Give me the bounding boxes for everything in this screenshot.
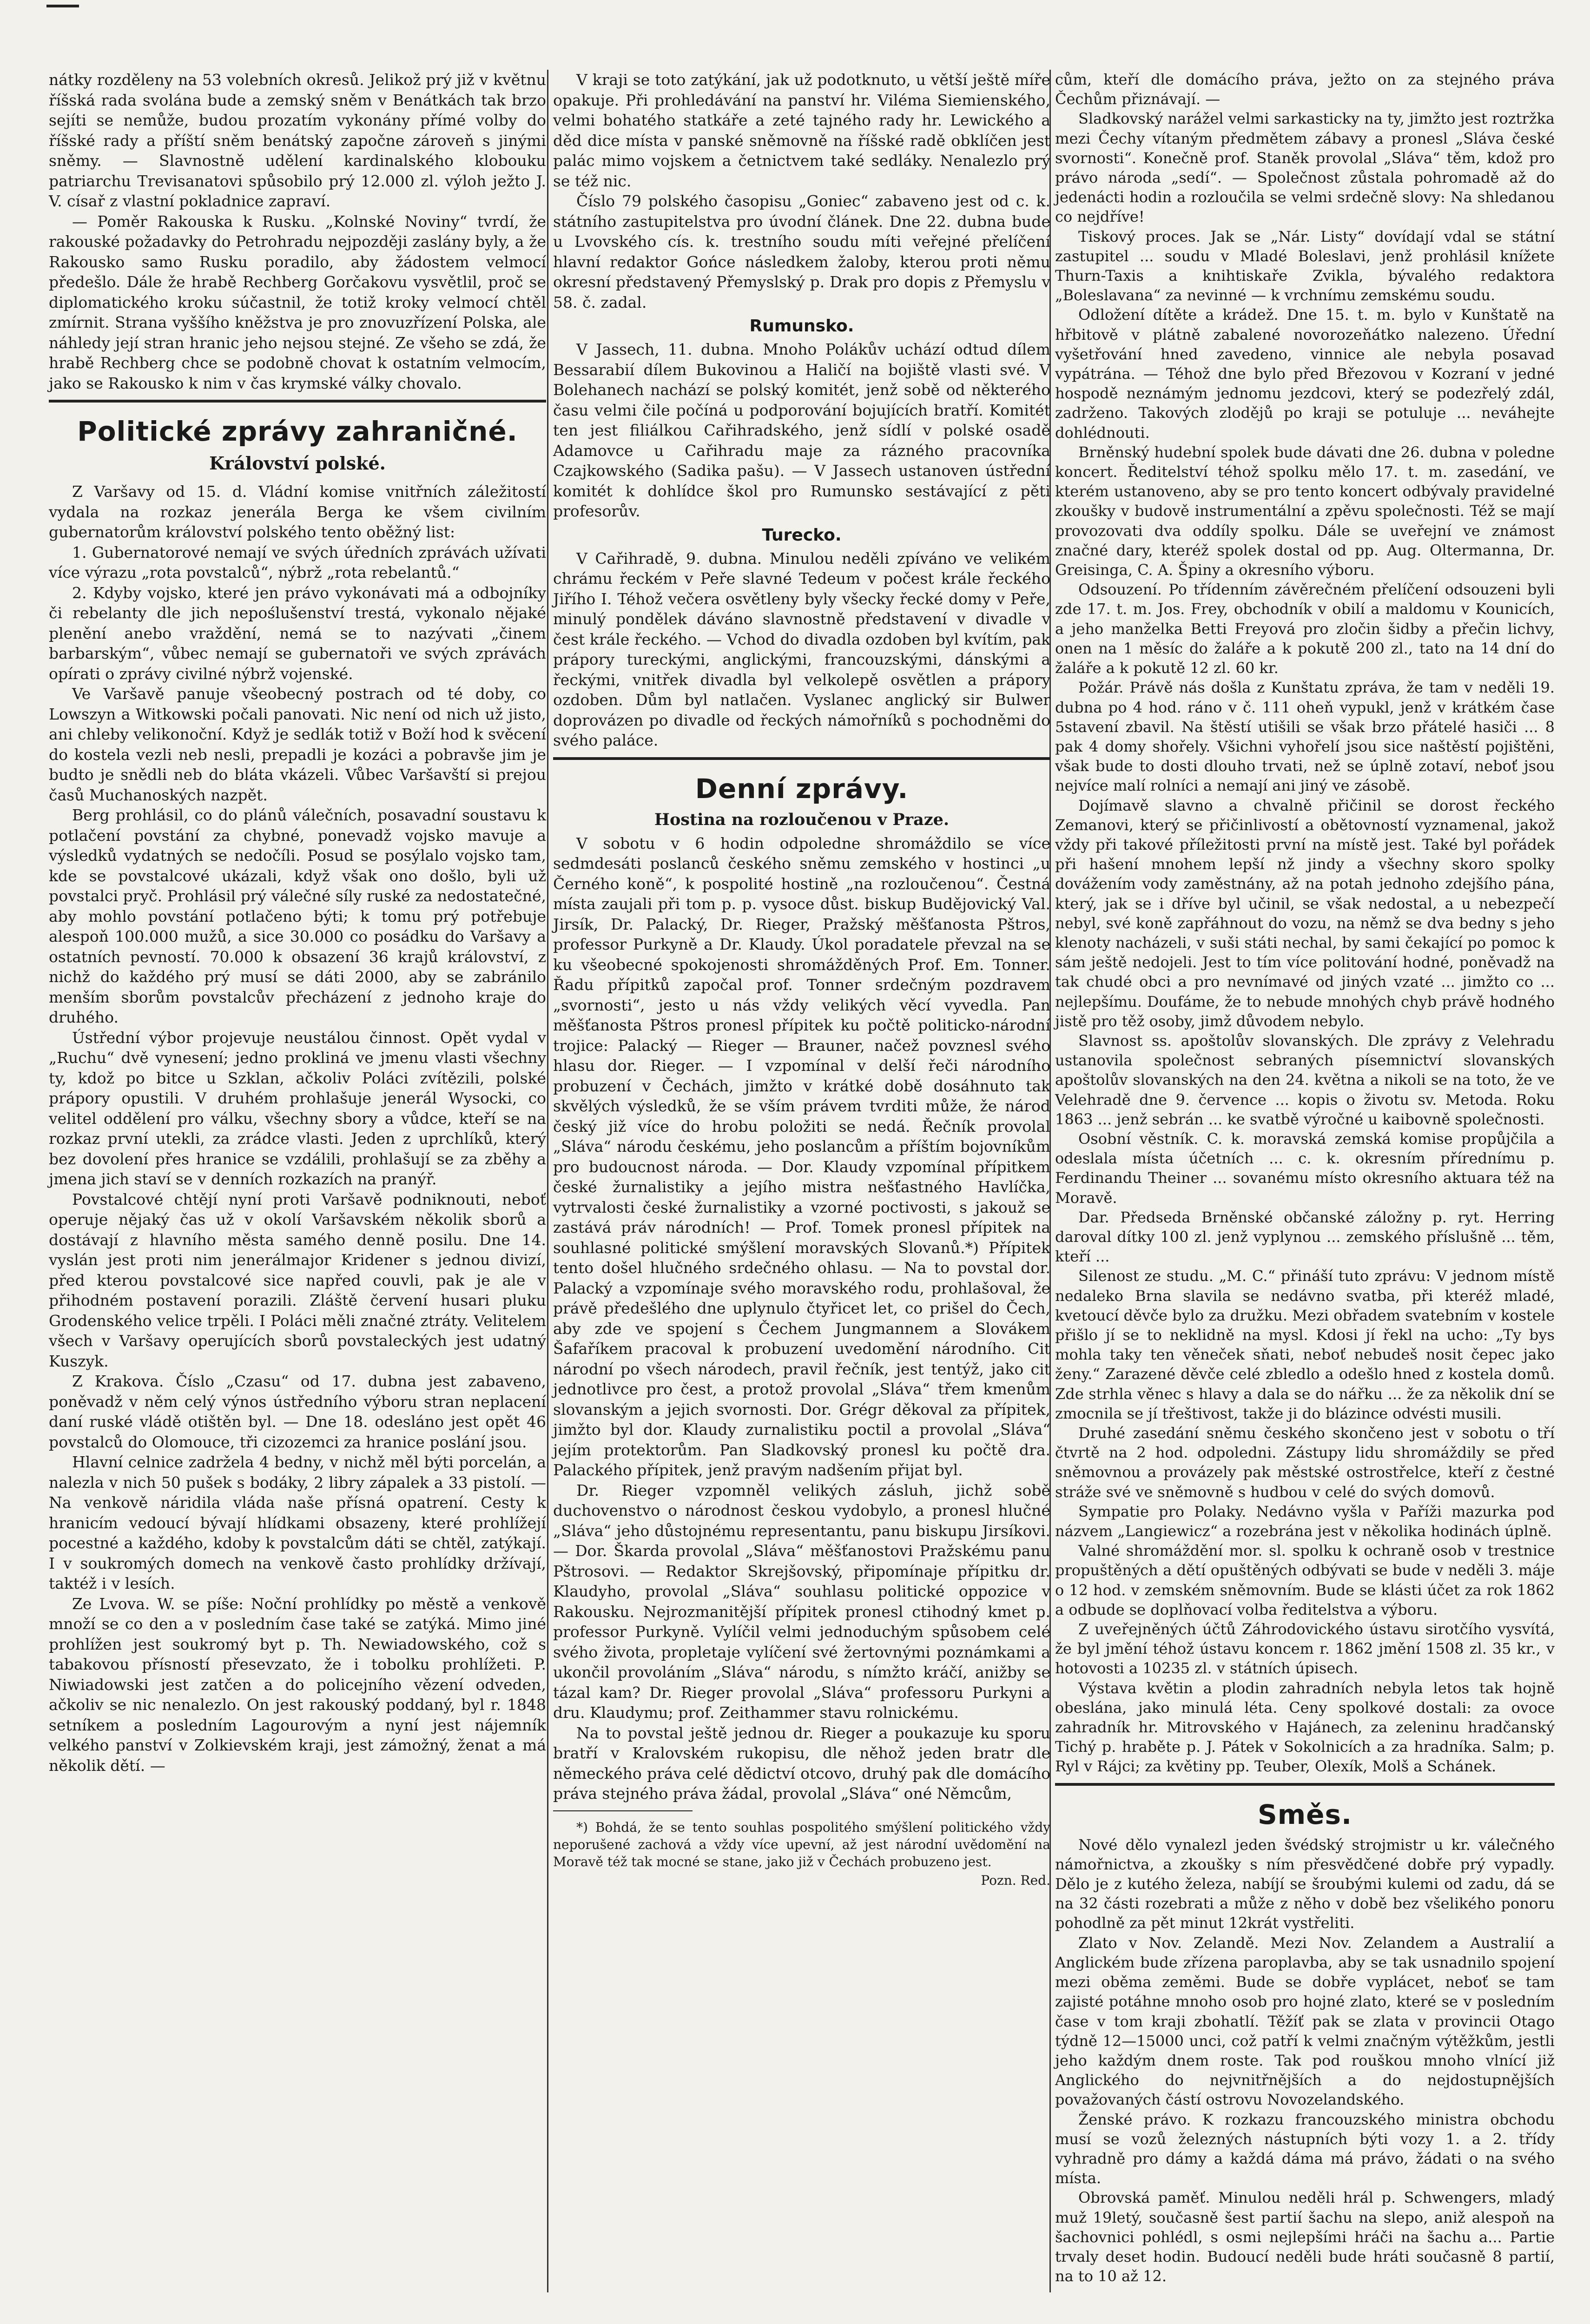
article-paragraph: 2. Kdyby vojsko, které jen právo vykonávati má a odbojníky či rebelanty dle jich nepoślušenství trestá, vykonalo nějaké plenění anebo vraždění, nemá se to nazývati „činem barbarským“, vůbec nemají se gubernatoři ve svých zprávách opírati o zprávy civilné nýbrž vojenské. [49, 583, 546, 683]
article-paragraph: V sobotu v 6 hodin odpoledne shromáždilo se více sedmdesáti poslanců českého sněmu zemského v hostinci „u Černého koně“, k pospolité hostině „na rozloučenou“. Čestná místa zaujali při tom p. p. vysoce důst. biskup Budějovický Val. Jirsík, Dr. Palacký, Dr. Rieger, Pražský měšťanosta Pštros, professor Purkyně a Dr. Klaudy. Úkol poradatele převzal na se ku všeobecné spokojenosti shromážděných Prof. Em. Tonner. Řadu přípitků započal prof. Tonner srdečným pozdravem „svornosti“, jesto u nás vždy velikých věcí vyvedla. Pan měšťanosta Pštros pronesl přípitek ku počtě politicko-národní trojice: Palacký — Rieger — Brauner, načež povznesl svého hlasu dor. Rieger. — I vzpomínal v delší řeči národního probuzení v Čechách, jimžto v krátké době dosáhnuto tak skvělých výsledků, že se vším právem tvrditi může, že národ český již více do hrobu položiti se nedá. Řečník provolal „Sláva“ národu českému, jeho poslancům a příštím bojovníkům pro budoucnost národa. — Dor. Klaudy vzpomínal přípitkem české žurnalistiky a jejího mistra nešťastného Havlíčka, vytrvalosti české žurnalistiky a vzorné poctivosti, s jakouž se zastává práv národních! — Prof. Tomek pronesl přípitek na souhlasné politické smýšlení moravských Slovanů.*) Přípitek tento došel hlučného srdečného ohlasu. — Na to povstal dor. Palacký a vzpomínaje svého moravského rodu, prohlašoval, že právě předešlého dne uplynulo čtyřicet let, co prišel do Čech, aby zde ve spojení s Čechem Jungmannem a Slovákem Šafaříkem pracoval k probuzení uvedomění národního. Cit národní po všech národech, pravil řečník, jest tentýž, jako cit jednotlivce pro čest, a protož provolal „Sláva“ třem kmenům slovanským a jejich svornosti. Dor. Grégr děkoval za přípitek, jimžto byl dor. Klaudy zurnalistiku poctil a provolal „Sláva“ jejím protektorům. Pan Sladkovský pronesl ku počtě dra. Palackého přípitek, jenž pravým nadšením přijat byl. [553, 834, 1050, 1479]
article-paragraph: Požár. Právě nás došla z Kunštatu zpráva, že tam v neděli 19. dubna po 4 hod. ráno v č. 111 oheň vypukl, jenž v krátkém čase 5stavení zbavil. Na štěstí utišili se však brzo přátelé hasiči ... 8 pak 4 domy shořely. Všichni vyhořelí jsou sice naštěstí pojištěni, však bude to dosti dlouho trvati, než se úplně zotaví, neboť jsou nejvíce malí rolníci a nemají ani jiný ve zásobě. [1055, 679, 1555, 795]
article-paragraph: Na to povstal ještě jednou dr. Rieger a poukazuje ku sporu bratří v Kralovském rukopisu, dle něhož jeden bratr dle německého práva celé dědictví otcovo, druhý pak dle domácího práva stejného práva žádal, provolal „Sláva“ oné Němcům, [553, 1723, 1050, 1802]
article-paragraph: Dojímavě slavno a chvalně přičinil se dorost řeckého Zemanovi, který se přičinlivostí a obětovností vyznamenal, jakož vždy při takové příležitosti první na místě jest. Také byl pořádek při hašení mnohem lepší nž jindy a všechny skoro spolky dovážením vody zaměstnány, až na potah jednoho zdejšího pána, který, jak se i dříve byl učinil, se však nedostal, a u nebezpečí nebyl, své koně zapřáhnout do vozu, na němž se dva bedny s jeho klenoty nacházeli, v suši státi nechal, by sami čekající po pomoc k sám ještě nedojeli. Jest to tím více politování hodné, poněvadž na tak chudé obci a pro nevnímavé od jiných vzaté ... jimžto co ... nejlepšímu. Doufáme, že to nebude mnohých chyb právě hodného jistě pro těž osoby, jimž důvodem nebylo. [1055, 796, 1555, 1030]
article-paragraph: 1. Gubernatorové nemají ve svých úředních zprávách užívati více výrazu „rota povstalců“, nýbrž „rota rebelantů.“ [49, 543, 546, 581]
article-paragraph: Dr. Rieger vzpomněl velikých zásluh, jichž sobě duchovenstvo o národnost českou vydobylo, a pronesl hlučné „Sláva“ jeho důstojnému representantu, panu biskupu Jirsíkovi. — Dor. Škarda provolal „Sláva“ měšťanostovi Pražskému panu Pštrosovi. — Redaktor Skrejšovský, připomínaje přípitku dr. Klaudyho, provolal „Sláva“ souhlasu politické oppozice v Rakousku. Nejrozmanitější přípitek pronesl ctihodný kmet p. professor Purkyně. Vylíčil velmi jednoduchým spůsobem celé svého života, propletaje vylíčení své žertovnými poznámkami a ukončil provoláním „Sláva“ národu, s nímžto kráčí, anižby se tázal kam? Dr. Rieger provolal „Sláva“ professoru Purkyni a dru. Klaudymu; prof. Zeithammer stavu rolnickému. [553, 1481, 1050, 1722]
article-paragraph: Druhé zasedání sněmu českého skončeno jest v sobotu o tří čtvrtě na 2 hod. odpoledni. Zástupy lidu shromáždily se před sněmovnou a provázely pak městské ostrostřelce, kteří z čestné stráže své ve sněmovně s hudbou v celé do svých domovů. [1055, 1424, 1555, 1501]
section-title-foreign-news: Politické zprávy zahraničné. [77, 416, 518, 447]
article-paragraph: Berg prohlásil, co do plánů válečních, posavadní soustavu k potlačení povstání za chybné, ponevadž vojsko mavuje a výsledků vydatných se nedočíli. Posud se posýlalo vojsko tam, kde se povstalcové ukázali, když však ono došlo, byli už povstalci pryč. Prohlásil prý válečné síly ruské za nedostatečné, aby mohlo povstání potlačeno býti; k tomu prý potřebuje alespoň 100.000 mužů, a sice 30.000 co posádku do Varšavy a ostatních pevností. 70.000 k obsazení 36 krajů království, z nichž do každého prý musí se dáti 2000, aby se zabránilo menším sborům povstalcův přecházení z jednoho kraje do druhého. [49, 806, 546, 1026]
article-paragraph: Číslo 79 polského časopisu „Goniec“ zabaveno jest od c. k. státního zastupitelstva pro úvodní článek. Dne 22. dubna bude u Lvovského cís. k. trestního soudu míti veřejné přelíčení hlavní redaktor Gońce následkem žaloby, kterou proti němu okresní představený Přemyslský p. Drak pro dopis z Přemyslu v 58. č. zadal. [553, 192, 1050, 311]
article-paragraph: Nové dělo vynalezl jeden švédský strojmistr u kr. válečného námořnictva, a zkoušky s ním přesvědčené dobře prý vypadly. Dělo je z kutého železa, nabíjí se šroubými kulemi od zadu, dá se na 32 části rozebrati a může z něho v době bez všelikého ponoru pohodlně za pět minut 12krát vystřeliti. [1055, 1835, 1555, 1932]
column-divider [547, 70, 548, 2292]
article-paragraph: Ústřední výbor projevuje neustálou činnost. Opět vydal v „Ruchu“ dvě vynesení; jedno prokliná ve jmenu vlasti všechny ty, kdož po bitce u Szklan, ačkoliv Poláci zvítězili, polské prápory opustili. V druhém prohlašuje jenerál Wysocki, co velitel oddělení pro válku, všechny sbory a vůdce, kteří se na rozkaz první utekli, za zrádce vlasti. Jeden z uprchlíků, který bez dovolení přes hranice se vzdálili, prohlašují se za zběhy a jmena jich staví se v denních rozkazích na pranýř. [49, 1028, 546, 1188]
article-paragraph: Zlato v Nov. Zelandě. Mezi Nov. Zelandem a Australií a Anglickém bude zřízena paroplavba, aby se tak usnadnilo spojení mezi oběma zeměmi. Bude se dobře vyplácet, neboť se tam zajisté potáhne mnoho osob pro hojné zlato, které se v posledním čase v tom kraji zbohatlí. Těžíť pak se zlata v provincii Otago týdně 12—15000 unci, což patří k velmi značným výtěžkům, jestli jeho každým dnem roste. Tak pod rouškou mnoho vlnící již Anglického do nejvnitřnějších a do nejdostupnějších považovaných částí ostrovu Novozelandského. [1055, 1934, 1555, 2109]
article-paragraph: Hlavní celnice zadržela 4 bedny, v nichž měl býti porcelán, a nalezla v nich 50 pušek s bodáky, 2 libry zápalek a 33 pistolí. — Na venkově náridila vláda naše přísná opatrení. Cesty k hranicím vedoucí bývají hlídkami obsazeny, které prohlížejí pocestné a každého, kdoby k povstalcům dáti se chtěl, zatýkají. I v soukromých domech na venkově často prohlídky držívají, taktéž i v lesích. [49, 1453, 546, 1592]
column-1 [49, 70, 546, 1776]
article-paragraph: Z Krakova. Číslo „Czasu“ od 17. dubna jest zabaveno, poněvadž v něm celý výnos ústředního výboru stran neplacení daní ruské vládě otištěn byl. — Dne 18. odesláno jest opět 46 povstalců do Olomouce, tři cizozemci za hranice poslání jsou. [49, 1372, 546, 1451]
article-paragraph: Povstalcové chtějí nyní proti Varšavě podniknouti, neboť operuje nějaký čas už v okolí Varšavském několik sborů a dostávají z hlavního města samého denně posilu. Dne 14. vyslán jest proti nim jenerálmajor Kridener s jednou divizí, před kterou povstalcové sice napřed couvli, pak je ale v přihodném postavení porazili. Zláště červení husari pluku Grodenského velice trpěli. I Poláci měli značné ztráty. Velitelem všech v Varšavy operujících sborů povstaleckých jest udatný Kuszyk. [49, 1190, 546, 1370]
column-3 [1055, 70, 1555, 2286]
section-title-romania: Rumunsko. [749, 317, 854, 336]
article-paragraph: Brněnský hudební spolek bude dávati dne 26. dubna v poledne koncert. Ředitelství téhož spolku mělo 17. t. m. zasedání, ve kterém ustanoveno, aby se pro tento koncert odbývaly pravidelné zkoušky v budově instrumentální a zpěvu společnosti. Též se mají provozovati dva oddíly spolku. Dále se uveřejní ve známost značné dary, kteréž spolek dostal od pp. Aug. Oltermanna, Dr. Greisinga, C. A. Špiny a okresního výboru. [1055, 443, 1555, 579]
section-rule [1055, 1783, 1555, 1786]
section-title-daily-news: Denní zprávy. [695, 772, 909, 805]
article-paragraph: V Cařihradě, 9. dubna. Minulou neděli zpíváno ve velikém chrámu řeckém v Peře slavné Tedeum v počest krále řeckého Jiřího I. Téhož večera osvětleny byly všecky řecké domy v Peře, minulý pondělek dáváno slavnostně představení v divadle v čest krále řeckého. — Vchod do divadla ozdoben byl kvítím, pak prápory tureckými, anglickými, francouzskými, dánskými a řeckými, vnitřek divadla byl velkolepě osvětlen a prápory ozdoben. Dům byl natlačen. Vyslanec anglický sir Bulwer doprovázen po divadle od řeckých námořníků s pochodněmi do svého paláce. [553, 549, 1050, 749]
subsection-title-poland: Království polské. [209, 453, 386, 474]
article-paragraph: Odložení dítěte a krádež. Dne 15. t. m. bylo v Kunštatě na hřbitově v plátně zabalené novorozeňátko nalezeno. Úřední vyšetřování hned zavedeno, vinnice ale nebyla posavad vypátrána. — Téhož dne bylo před Březovou v Kozraní v jedné hospodě neznámým jednomu jezdcovi, který se podezřelý zdál, zadrženo. Takových zlodějů po kraji se potuluje ... neváhejte dohlédnouti. [1055, 306, 1555, 442]
column-2 [553, 70, 1050, 1890]
article-paragraph: Z uveřejněných účtů Záhrodovického ústavu sirotčího vysvítá, že byl jmění téhož ústavu koncem r. 1862 jmění 1508 zl. 35 kr., v hotovosti a 10235 zl. v státních úpisech. [1055, 1620, 1555, 1677]
article-paragraph: Osobní věstník. C. k. moravská zemská komise propůjčila a odeslala místa účetních ... c. k. okresním přírednímu p. Ferdinandu Theiner ... sovanému místo okresního aktuara též na Moravě. [1055, 1129, 1555, 1207]
section-rule [49, 400, 546, 403]
article-paragraph: Dar. Předseda Brněnské občanské záložny p. ryt. Herring daroval dítky 100 zl. jenž vyplynou ... zemského příslušně ... těm, kteří ... [1055, 1208, 1555, 1266]
footnote: *) Bohdá, že se tento souhlas pospolitého smýšlení politického vždy neporušené zachová a vždy více upevní, až jest národní uvědomění na Moravě též tak mocné se stane, jako již v Čechách probuzeno jest. [553, 1819, 1050, 1869]
article-paragraph: Valné shromáždění mor. sl. spolku k ochraně osob v trestnice propuštěných a dětí opuštěných odbývati se bude v neděli 3. máje o 12 hod. v zemském sněmovním. Bude se klásti účet za rok 1862 a odbude se doplňovací volba ředitelstva a výboru. [1055, 1542, 1555, 1618]
article-paragraph: Slavnost ss. apoštolův slovanských. Dle zprávy z Velehradu ustanovila společnost sebraných písemnictví slovanských apoštolův slovanských na den 24. května a nikoli se na toto, že ve Velehradě dne 9. července ... kopis o životu sv. Metoda. Roku 1863 ... jenž sebrán ... ke svatbě výročné u kaibovně společnosti. [1055, 1031, 1555, 1128]
article-paragraph: Sympatie pro Polaky. Nedávno vyšla v Paříži mazurka pod názvem „Langiewicz“ a rozebrána jest v několika hodinách úplně. [1055, 1502, 1555, 1540]
footnote-signature: Pozn. Red. [981, 1872, 1050, 1888]
article-paragraph: Tiskový proces. Jak se „Nár. Listy“ dovídají vdal se státní zastupitel ... soudu v Mladé Boleslavi, jenž prohlásil knížete Thurn-Taxis a knihtiskaře Zvikla, bývalého redaktora „Boleslavana“ za nevinné — k vrchnímu zemskému soudu. [1055, 227, 1555, 304]
article-paragraph: Odsouzení. Po třídenním závěrečném přelíčení odsouzeni byli zde 17. t. m. Jos. Frey, obchodník v obilí a maldomu v Kounicích, a jeho manželka Betti Freyová pro zločin šidby a přečin lichvy, onen na 1 měsíc do žaláře a k pokutě 200 zl., tato na 14 dní do žaláře a k pokutě 12 zl. 60 kr. [1055, 581, 1555, 677]
article-paragraph: Obrovská paměť. Minulou neděli hrál p. Schwengers, mladý muž 19letý, současně šest partií šachu na slepo, aniž alespoň na šachovnici pohlédl, s osmi nejlepšími hráči na šachu a... Partie trvaly deset hodin. Budoucí neděli bude hráti současně 8 partií, na to 10 až 12. [1055, 2189, 1555, 2285]
footnote-rule [553, 1810, 693, 1811]
article-paragraph: Z Varšavy od 15. d. Vládní komise vnitřních záležitostí vydala na rozkaz jenerála Berga ke všem civilním gubernatorům království polského tento oběžný list: [49, 482, 546, 541]
article-paragraph: Silenost ze studu. „M. C.“ přináší tuto zprávu: V jednom místě nedaleko Brna slavila se nedávno svatba, při kteréž mladé, kvetoucí děvče bylo za družku. Mezi obřadem svatebním v kostele přišlo jí se to neklidně na mysl. Kdosi jí řekl na ucho: „Ty bys mohla taky ten věneček sňati, neboť nebudeš nosit čepec jako ženy.“ Zarazené děvče celé zbledlo a odešlo hned z kostela domů. Zde strhla věnec s hlavy a dala se do nářku ... že za několik dní se zmocnila se jí třeštivost, takže ji do blázince odvésti musili. [1055, 1267, 1555, 1422]
article-paragraph: Výstava květin a plodin zahradních nebyla letos tak hojně obeslána, jako minulá léta. Ceny spolkové dostali: za ovoce zahradník hr. Mitrovského v Hajánech, za zeleninu hradčanský Tichý p. hraběte p. J. Pátek v Sokolnicích a za hradníka. Salm; p. Ryl v Rájci; za květiny pp. Teuber, Olexík, Molš a Schánek. [1055, 1679, 1555, 1776]
article-paragraph: Ve Varšavě panuje všeobecný postrach od té doby, co Lowszyn a Witkowski počali panovati. Nic není od nich už jisto, ani chleby velikonoční. Když je sedlák totiž v Boží hod k svěcení do kostela vezli neb nesli, prepadli je kozáci a pobravše jim je budto je snědli neb do bláta vkázeli. Vůbec Varšavští si prejou časů Muchanoských nazpět. [49, 685, 546, 804]
article-title-farewell-banquet: Hostina na rozloučenou v Praze. [654, 810, 950, 829]
article-paragraph: Ze Lvova. W. se píše: Noční prohlídky po městě a venkově množí se co den a v posledním čase také se zatýká. Mimo jiné prohlížen jest soukromý byt p. Th. Newiadowského, což s tabakovou přísností přesevzato, že i tobolku prohlížeti. P. Niwiadowski jest zatčen a do policejního vězení odveden, ačkoliv se nic nenalezlo. On jest rakouský poddaný, byl r. 1848 setníkem a posledním Lagourovým a nyní jest nájemník velkého panství v Zolkievském kraji, jest zámožný, ženat a má několik dětí. — [49, 1594, 546, 1775]
article-paragraph: cům, kteří dle domácího práva, ježto on za stejného práva Čechům přiznávají. — [1055, 71, 1555, 108]
article-paragraph: nátky rozděleny na 53 volebních okresů. Jelikož prý již v květnu říšská rada svolána bude a zemský sněm v Benátkách tak brzo sejíti se nemůže, budou prozatím vykonány přímé volby do říšské rady a příští sněm benátský započne zároveň s jinými sněmy. — Slavnostně udělení kardinalského klobouku patriarchu Trevisanatovi spůsobilo prý 12.000 zl. výloh ježto J. V. císař z vlastní pokladnice zapraví. [49, 71, 546, 210]
article-paragraph: Sladkovský narážel velmi sarkasticky na ty, jimžto jest roztržka mezi Čechy vítaným předmětem zábavy a pronesl „Sláva české svornosti“. Konečně prof. Staněk provolal „Sláva“ těm, kdož pro právo národa „sedí“. — Společnost zůstala pohromadě až do jedenácti hodin a rozloučila se velmi srdečně slovy: Na shledanou co nejdříve! [1055, 110, 1555, 226]
section-rule [553, 757, 1050, 760]
article-paragraph: — Poměr Rakouska k Rusku. „Kolnské Noviny“ tvrdí, že rakouské požadavky do Petrohradu nejpozději zaslány byly, a že Rakousko samo Rusku poradilo, aby žádostem velmocí předešlo. Dále že hrabě Rechberg Gorčakovu vysvětlil, proč se diplomatického kroku súčastnil, že totiž kroky velmocí chtěl zmírnit. Strana vyššího kněžstva je pro znovuzřízení Polska, ale náhledy její stran hranic jeho nejsou stejné. Ze všeho se zdá, že hrabě Rechberg chce se podobně chovat k ostatním velmocím, jako se Rakousko k nim v čas krymské války chovalo. [49, 212, 546, 392]
section-title-turkey: Turecko. [762, 525, 842, 545]
article-paragraph: Ženské právo. K rozkazu francouzského ministra obchodu musí se vozů železných nástupních býti vozy 1. a 2. třídy vyhradně pro dámy a každá dáma má právo, žádati o na svého místa. [1055, 2110, 1555, 2187]
top-rule-mark [46, 5, 79, 7]
article-paragraph: V kraji se toto zatýkání, jak už podotknuto, u větší ještě míře opakuje. Při prohledávání na panství hr. Viléma Siemienského, velmi bohatého statkáře a zeté tajného rady hr. Lewického a děd dice místa v panské sněmovně na říšské radě obklíčen jest palác mimo vojskem a četnictvem také sedláky. Nenalezlo prý se též nic. [553, 71, 1050, 190]
article-paragraph: V Jassech, 11. dubna. Mnoho Polákův uchází odtud dílem Bessarabií dílem Bukovinou a Haličí na bojiště vlasti své. V Bolehanech nachází se polský komitét, jenž sobě od některého času velmi čile počíná u podporování bojujících bratří. Komitét ten jest filiálkou Cařihradského, jenž sídlí v polské osadě Adamovce u Cařihradu maje za rázného pracovníka Czajkowského (Sadika pašu). — V Jassech ustanoven ústřední komitét k dohlídce škol pro Rumunsko sestávající z pěti profesorův. [553, 340, 1050, 520]
section-title-miscellany: Směs. [1257, 1798, 1352, 1830]
